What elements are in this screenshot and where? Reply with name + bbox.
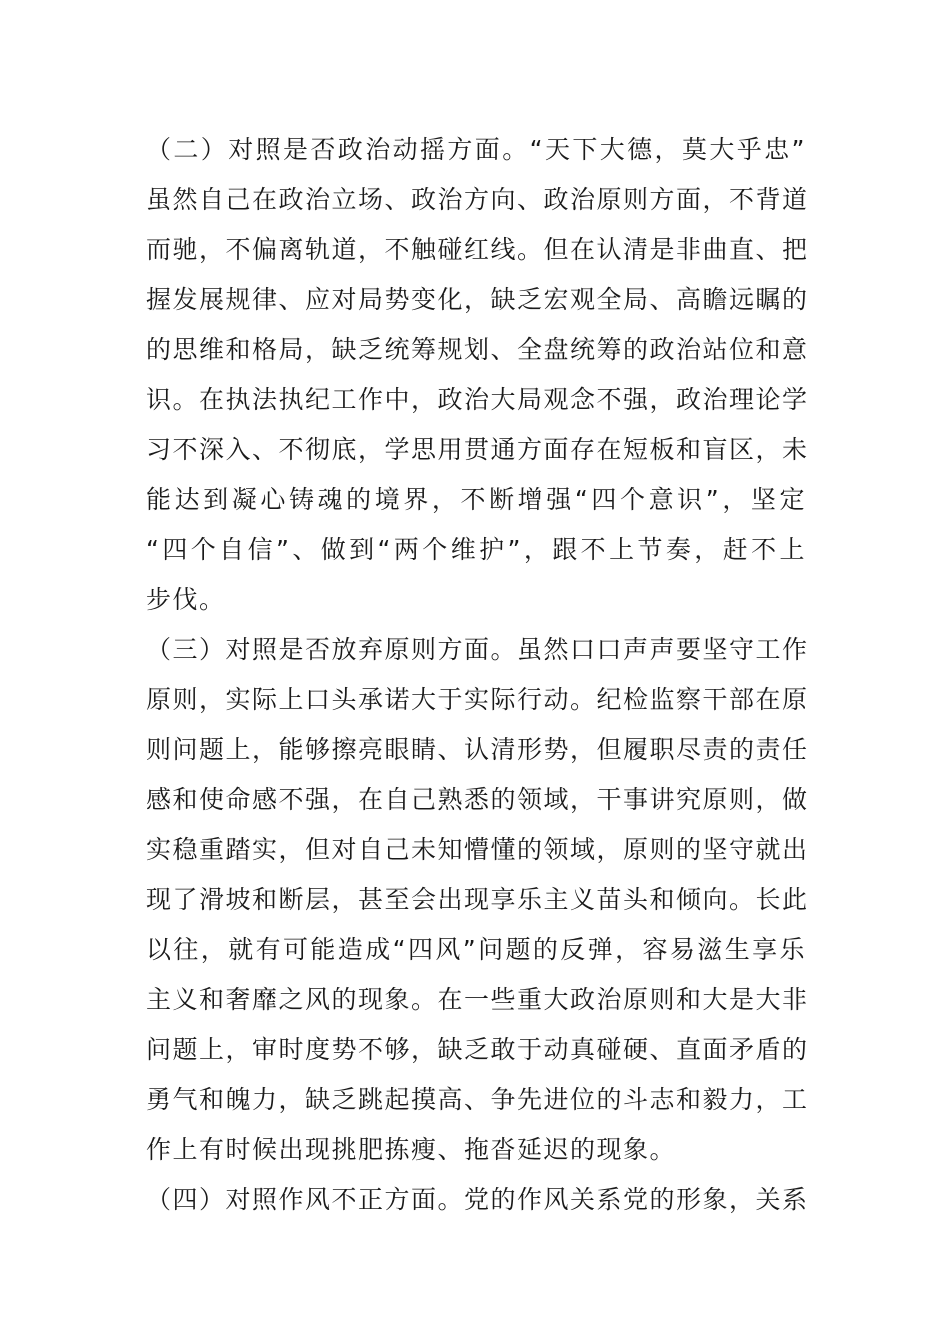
text-line: 则问题上，能够擦亮眼睛、认清形势，但履职尽责的责任: [146, 735, 809, 764]
text-line: 现了滑坡和断层，甚至会出现享乐主义苗头和倾向。长此: [146, 885, 809, 914]
text-line: 主义和奢靡之风的现象。在一些重大政治原则和大是大非: [146, 985, 809, 1014]
text-line: 以往，就有可能造成“四风”问题的反弹，容易滋生享乐: [146, 935, 806, 964]
text-line: （二）对照是否政治动摇方面。“天下大德，莫大乎忠”: [146, 135, 806, 164]
text-line: 能达到凝心铸魂的境界，不断增强“四个意识”，坚定: [146, 485, 806, 514]
text-line: 原则，实际上口头承诺大于实际行动。纪检监察干部在原: [146, 685, 809, 714]
text-line: “四个自信”、做到“两个维护”，跟不上节奏，赶不上: [146, 535, 806, 564]
text-line: 握发展规律、应对局势变化，缺乏宏观全局、高瞻远瞩的: [146, 285, 809, 314]
text-line: 而驰，不偏离轨道，不触碰红线。但在认清是非曲直、把: [146, 235, 809, 264]
text-line: 步伐。: [146, 585, 226, 614]
text-line: （四）对照作风不正方面。党的作风关系党的形象，关系: [146, 1185, 809, 1214]
text-line: （三）对照是否放弃原则方面。虽然口口声声要坚守工作: [146, 635, 809, 664]
text-line: 感和使命感不强，在自己熟悉的领域，干事讲究原则，做: [146, 785, 809, 814]
text-line: 识。在执法执纪工作中，政治大局观念不强，政治理论学: [146, 385, 809, 414]
text-line: 的思维和格局，缺乏统筹规划、全盘统筹的政治站位和意: [146, 335, 809, 364]
text-line: 作上有时候出现挑肥拣瘦、拖沓延迟的现象。: [146, 1135, 677, 1164]
text-line: 勇气和魄力，缺乏跳起摸高、争先进位的斗志和毅力，工: [146, 1085, 809, 1114]
text-line: 实稳重踏实，但对自己未知懵懂的领域，原则的坚守就出: [146, 835, 809, 864]
text-line: 问题上，审时度势不够，缺乏敢于动真碰硬、直面矛盾的: [146, 1035, 809, 1064]
text-line: 习不深入、不彻底，学思用贯通方面存在短板和盲区，未: [146, 435, 809, 464]
text-line: 虽然自己在政治立场、政治方向、政治原则方面，不背道: [146, 185, 809, 214]
